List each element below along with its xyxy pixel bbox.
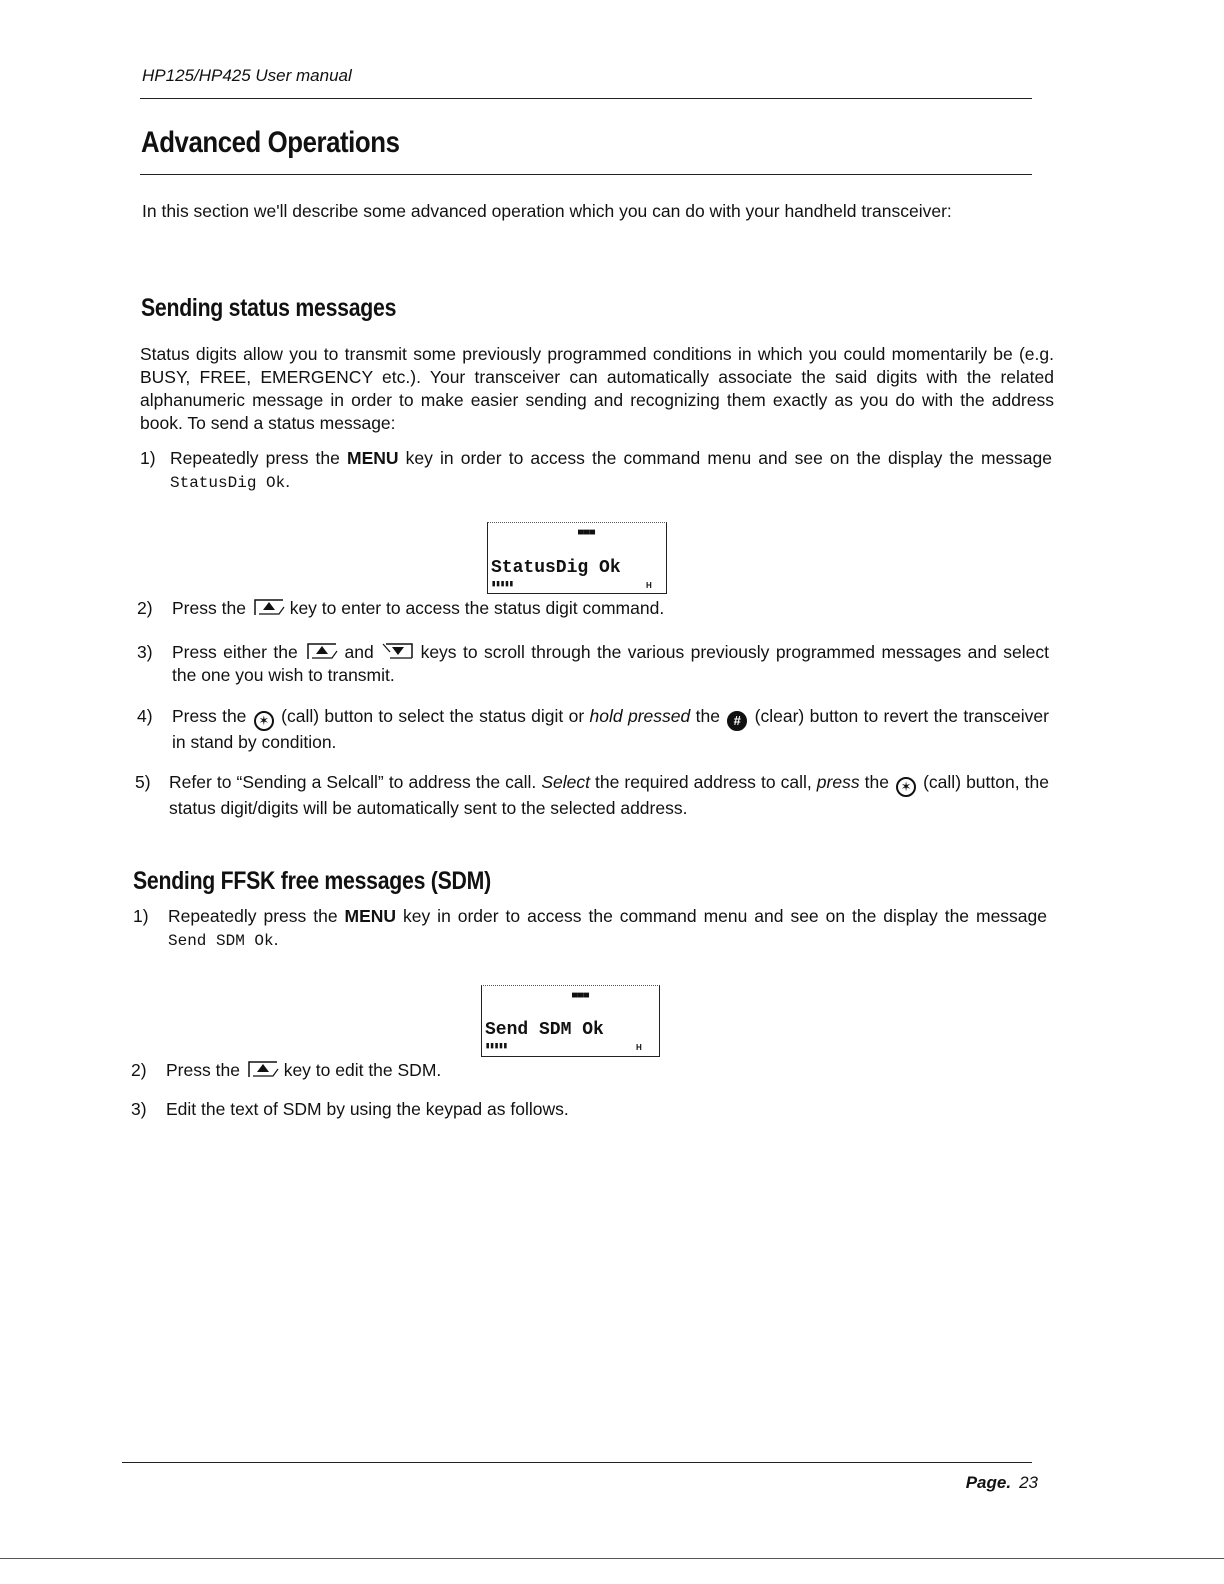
display-message-code: StatusDig Ok [170, 474, 286, 492]
step-text: Repeatedly press the [170, 448, 348, 468]
page-number [966, 1473, 1038, 1493]
down-arrow-key-icon [382, 642, 412, 659]
intro-paragraph: In this section we'll describe some advanced operation which you can do with your handheld transceiver: [142, 201, 952, 221]
lcd-text: Send SDM Ok [485, 1020, 604, 1040]
lcd-signal-indicator: ▄▄▄ [578, 525, 596, 534]
status-step-1: 1) Repeatedly press the MENU key in order to access the command menu and see on the display the message StatusDig Ok. [140, 448, 1053, 492]
call-button-icon: ✶ [896, 777, 916, 797]
menu-key-label: MENU [344, 906, 397, 926]
scan-edge-line [0, 1558, 1224, 1559]
status-step-4: 4) Press the ✶ (call) button to select the status digit or hold pressed the # (clear) button to revert the transceiver in stand by condition. [137, 706, 1049, 752]
lcd-h-indicator: H [636, 1043, 642, 1052]
lcd-h-indicator: H [646, 581, 652, 590]
step-text: key in order to access the command menu and see on the display the message [398, 448, 1053, 468]
lcd-display-statusdig [487, 522, 667, 594]
section-rule [140, 174, 1032, 175]
up-arrow-key-icon [247, 1060, 277, 1077]
lcd-display-send-sdm [481, 985, 660, 1057]
status-step-2: 2) Press the key to enter to access the status digit command. [137, 598, 665, 618]
sdm-heading: Sending FFSK free messages (SDM) [133, 867, 491, 895]
up-arrow-key-icon [253, 598, 283, 615]
sdm-step-1: 1) Repeatedly press the MENU key in order to access the command menu and see on the display the message Send SDM Ok. [133, 906, 1048, 950]
status-heading: Sending status messages [141, 294, 397, 322]
lcd-text: StatusDig Ok [491, 558, 621, 578]
header-rule [140, 98, 1032, 99]
menu-key-label: MENU [347, 448, 399, 468]
page-label: Page. [965, 1473, 1012, 1492]
document-header-title: HP125/HP425 User manual [142, 66, 352, 85]
clear-button-icon: # [727, 711, 747, 731]
status-step-5: 5) Refer to “Sending a Selcall” to address the call. Select the required address to call, press the ✶ (call) button, the status digit/digits will be automatically sent to the selected address. [135, 772, 1049, 818]
sdm-step-2: 2) Press the key to edit the SDM. [131, 1060, 442, 1080]
page-number-value: 23 [1019, 1473, 1038, 1492]
status-step-3: 3) Press either the and keys to scroll through the various previously programmed messages and select the one you wish to transmit. [137, 642, 1049, 685]
call-button-icon: ✶ [254, 711, 274, 731]
up-arrow-key-icon [306, 642, 336, 659]
lcd-signal-indicator: ▄▄▄ [572, 988, 590, 997]
display-message-code: Send SDM Ok [168, 932, 274, 950]
battery-bar-icon: ▮▮▮▮▮ [491, 579, 514, 589]
sdm-step-3: 3) Edit the text of SDM by using the keypad as follows. [131, 1099, 569, 1119]
footer-rule [122, 1462, 1032, 1463]
status-paragraph: Status digits allow you to transmit some previously programmed conditions in which you could momentarily be (e.g. BUSY, FREE, EMERGENCY etc.). Your transceiver can automatically associate the said digits with the related alphanumeric message in order to make easier sending and recognizing them exactly as you do with the address book. To send a status message: [140, 344, 1054, 433]
section-title: Advanced Operations [141, 126, 400, 159]
battery-bar-icon: ▮▮▮▮▮ [485, 1041, 508, 1051]
step-number: 1) [140, 448, 156, 468]
